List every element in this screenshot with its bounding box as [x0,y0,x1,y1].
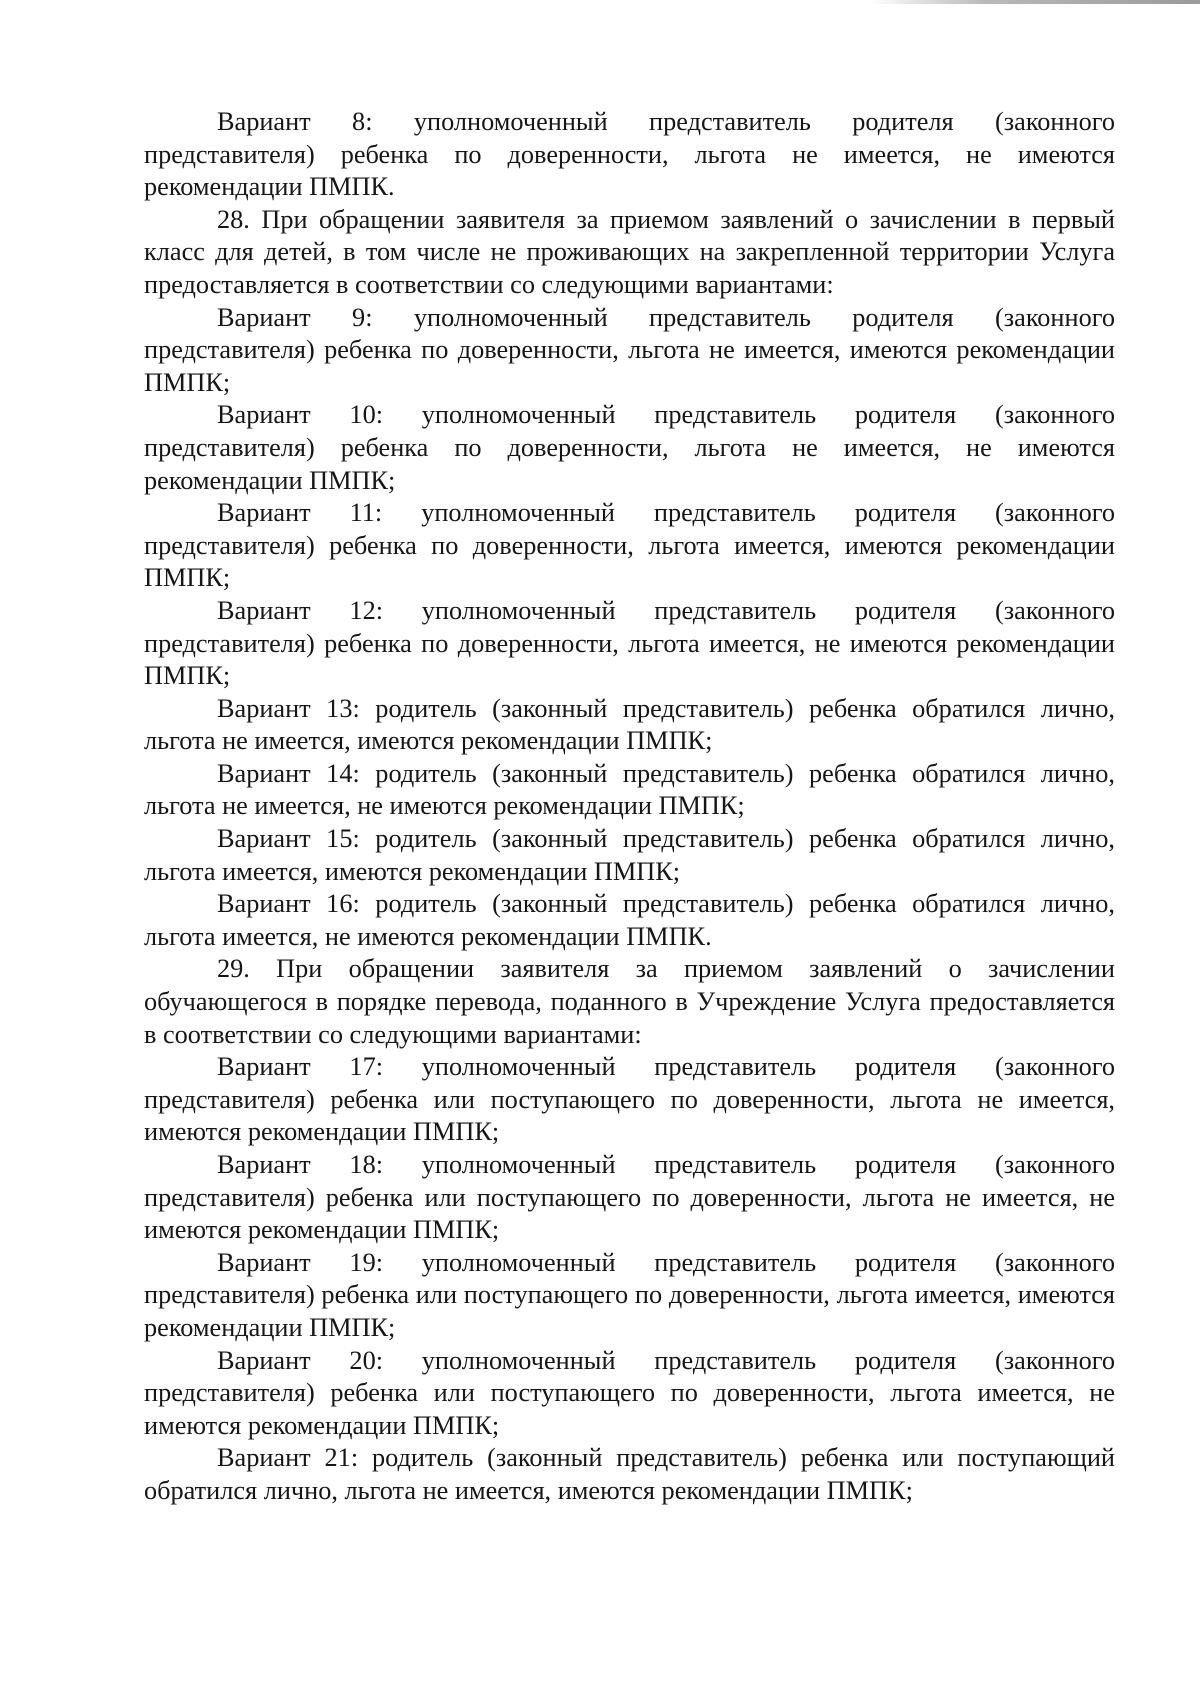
paragraph-variant-19: Вариант 19: уполномоченный представитель родителя (законного представителя) ребенка или поступающего по доверенности, льгота имеется, имеются рекомендации ПМПК; [144,1247,1115,1342]
paragraph-variant-15: Вариант 15: родитель (законный представитель) ребенка обратился лично, льгота имеется, имеются рекомендации ПМПК; [144,824,1115,886]
paragraph-variant-10: Вариант 10: уполномоченный представитель родителя (законного представителя) ребенка по доверенности, льгота не имеется, не имеются рекомендации ПМПК; [144,400,1115,495]
paragraph-variant-21: Вариант 21: родитель (законный представитель) ребенка или поступающий обратился лично, льгота не имеется, имеются рекомендации ПМПК; [144,1443,1115,1505]
paragraph-variant-11: Вариант 11: уполномоченный представитель родителя (законного представителя) ребенка по доверенности, льгота имеется, имеются рекомендации ПМПК; [144,498,1115,593]
paragraph-variant-14: Вариант 14: родитель (законный представитель) ребенка обратился лично, льгота не имеется, не имеются рекомендации ПМПК; [144,758,1115,821]
paragraph-variant-17: Вариант 17: уполномоченный представитель родителя (законного представителя) ребенка или поступающего по доверенности, льгота не имеется, имеются рекомендации ПМПК; [144,1052,1115,1147]
paragraph-variant-13: Вариант 13: родитель (законный представитель) ребенка обратился лично, льгота не имеется, имеются рекомендации ПМПК; [144,693,1115,756]
scan-edge-artifact [870,0,1200,4]
paragraph-variant-12: Вариант 12: уполномоченный представитель родителя (законного представителя) ребенка по доверенности, льгота имеется, не имеются рекомендации ПМПК; [144,595,1115,691]
paragraph-item-28: 28. При обращении заявителя за приемом заявлений о зачислении в первый класс для детей, в том числе не проживающих на закрепленной территории Услуга предоставляется в соответствии со следующими вариантами: [144,204,1115,299]
paragraph-item-29: 29. При обращении заявителя за приемом заявлений о зачислении обучающегося в порядке перевода, поданного в Учреждение Услуга предоставляется в соответствии со следующими вариантами: [144,954,1115,1049]
paragraph-variant-20: Вариант 20: уполномоченный представитель родителя (законного представителя) ребенка или поступающего по доверенности, льгота имеется, не имеются рекомендации ПМПК; [144,1345,1115,1440]
paragraph-variant-18: Вариант 18: уполномоченный представитель родителя (законного представителя) ребенка или поступающего по доверенности, льгота не имеется, не имеются рекомендации ПМПК; [144,1150,1115,1245]
paragraph-variant-8: Вариант 8: уполномоченный представитель родителя (законного представителя) ребенка по доверенности, льгота не имеется, не имеются рекомендации ПМПК. [144,107,1115,202]
paragraph-variant-9: Вариант 9: уполномоченный представитель родителя (законного представителя) ребенка по доверенности, льгота не имеется, имеются рекомендации ПМПК; [144,302,1115,397]
paragraph-variant-16: Вариант 16: родитель (законный представитель) ребенка обратился лично, льгота имеется, не имеются рекомендации ПМПК. [144,889,1115,951]
document-body [144,106,1115,1508]
